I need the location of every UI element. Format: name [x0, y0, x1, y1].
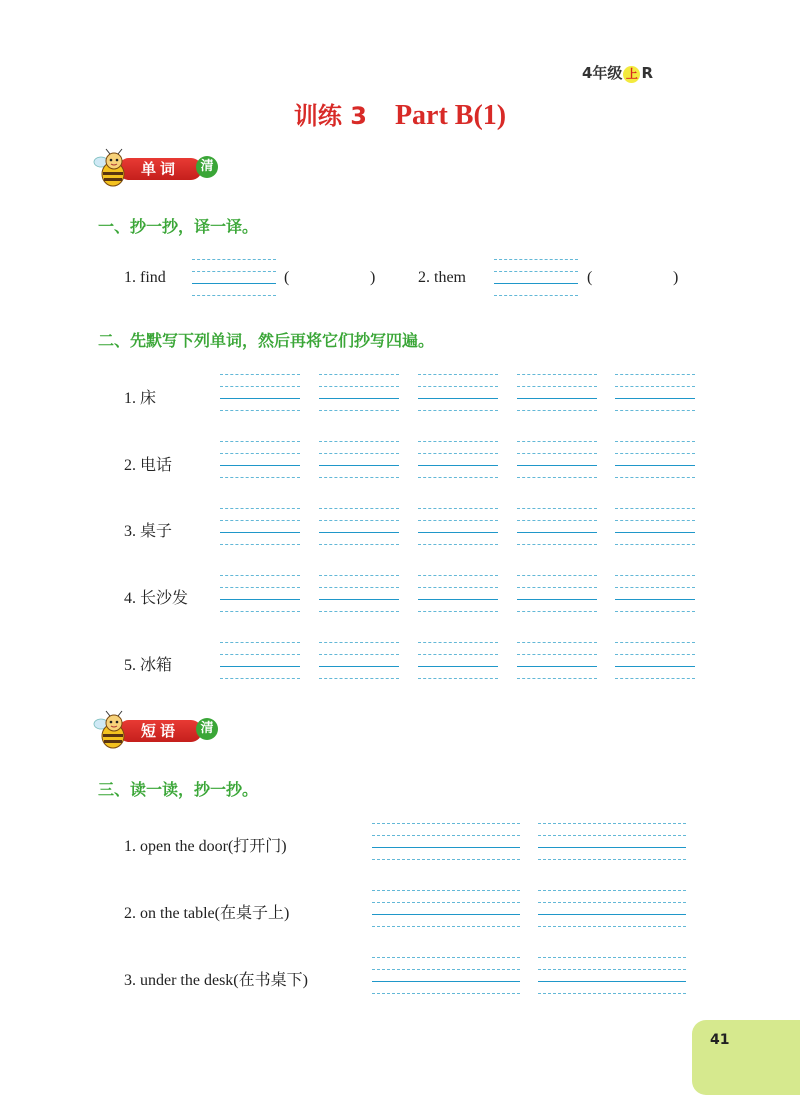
- writing-line[interactable]: [220, 374, 300, 410]
- writing-line[interactable]: [615, 575, 695, 611]
- writing-line[interactable]: [319, 441, 399, 477]
- grade-prefix: 4年级: [582, 64, 623, 82]
- section-heading-1: 一、抄一抄，译一译。: [98, 217, 259, 236]
- word-item-label: 1. 床: [124, 390, 157, 407]
- page-number-tab: [692, 1020, 800, 1095]
- phrase-item-label: 2. on the table(在桌子上): [124, 905, 290, 922]
- section-heading-3: 三、读一读，抄一抄。: [98, 780, 259, 799]
- writing-line[interactable]: [319, 374, 399, 410]
- term-badge: 上: [623, 66, 640, 83]
- page-number: 41: [710, 1032, 730, 1048]
- bee-icon: [92, 710, 134, 752]
- writing-line[interactable]: [372, 957, 520, 993]
- writing-line[interactable]: [418, 508, 498, 544]
- writing-line[interactable]: [517, 374, 597, 410]
- grade-suffix: R: [641, 64, 653, 82]
- phrase-item-label: 3. under the desk(在书桌下): [124, 972, 308, 989]
- grade-tag: [582, 62, 653, 83]
- writing-line[interactable]: [220, 575, 300, 611]
- writing-line[interactable]: [319, 508, 399, 544]
- writing-line[interactable]: [538, 957, 686, 993]
- paren-open: (: [284, 269, 290, 286]
- writing-line[interactable]: [319, 575, 399, 611]
- part-title: Part B(1): [394, 100, 507, 131]
- word-item-label: 4. 长沙发: [124, 590, 189, 607]
- qing-badge: 清: [196, 156, 218, 178]
- banner-words: [92, 150, 232, 190]
- writing-line[interactable]: [220, 508, 300, 544]
- writing-line[interactable]: [372, 890, 520, 926]
- paren-close: ): [673, 269, 679, 286]
- banner-label: 单词: [118, 158, 202, 180]
- writing-line[interactable]: [418, 575, 498, 611]
- word-item-label: 2. them: [418, 269, 466, 286]
- word-item-label: 3. 桌子: [124, 523, 173, 540]
- writing-line[interactable]: [615, 642, 695, 678]
- writing-line[interactable]: [517, 508, 597, 544]
- word-item-label: 5. 冰箱: [124, 657, 173, 674]
- qing-badge: 清: [196, 718, 218, 740]
- paren-open: (: [587, 269, 593, 286]
- writing-line[interactable]: [517, 441, 597, 477]
- writing-line[interactable]: [538, 890, 686, 926]
- writing-line[interactable]: [418, 374, 498, 410]
- bee-icon: [92, 148, 134, 190]
- word-item-label: 2. 电话: [124, 457, 173, 474]
- writing-line[interactable]: [319, 642, 399, 678]
- writing-line[interactable]: [615, 374, 695, 410]
- word-item-label: 1. find: [124, 269, 166, 286]
- banner-phrases: [92, 712, 232, 752]
- writing-line[interactable]: [192, 259, 276, 295]
- writing-line[interactable]: [538, 823, 686, 859]
- paren-close: ): [370, 269, 376, 286]
- writing-line[interactable]: [517, 642, 597, 678]
- writing-line[interactable]: [615, 441, 695, 477]
- phrase-item-label: 1. open the door(打开门): [124, 838, 287, 855]
- writing-line[interactable]: [220, 642, 300, 678]
- lesson-number: 训练 3: [293, 102, 367, 130]
- writing-line[interactable]: [517, 575, 597, 611]
- banner-label: 短语: [118, 720, 202, 742]
- writing-line[interactable]: [220, 441, 300, 477]
- page-title: [0, 96, 800, 132]
- writing-line[interactable]: [372, 823, 520, 859]
- writing-line[interactable]: [615, 508, 695, 544]
- writing-line[interactable]: [494, 259, 578, 295]
- writing-line[interactable]: [418, 441, 498, 477]
- section-heading-2: 二、先默写下列单词，然后再将它们抄写四遍。: [98, 331, 435, 350]
- writing-line[interactable]: [418, 642, 498, 678]
